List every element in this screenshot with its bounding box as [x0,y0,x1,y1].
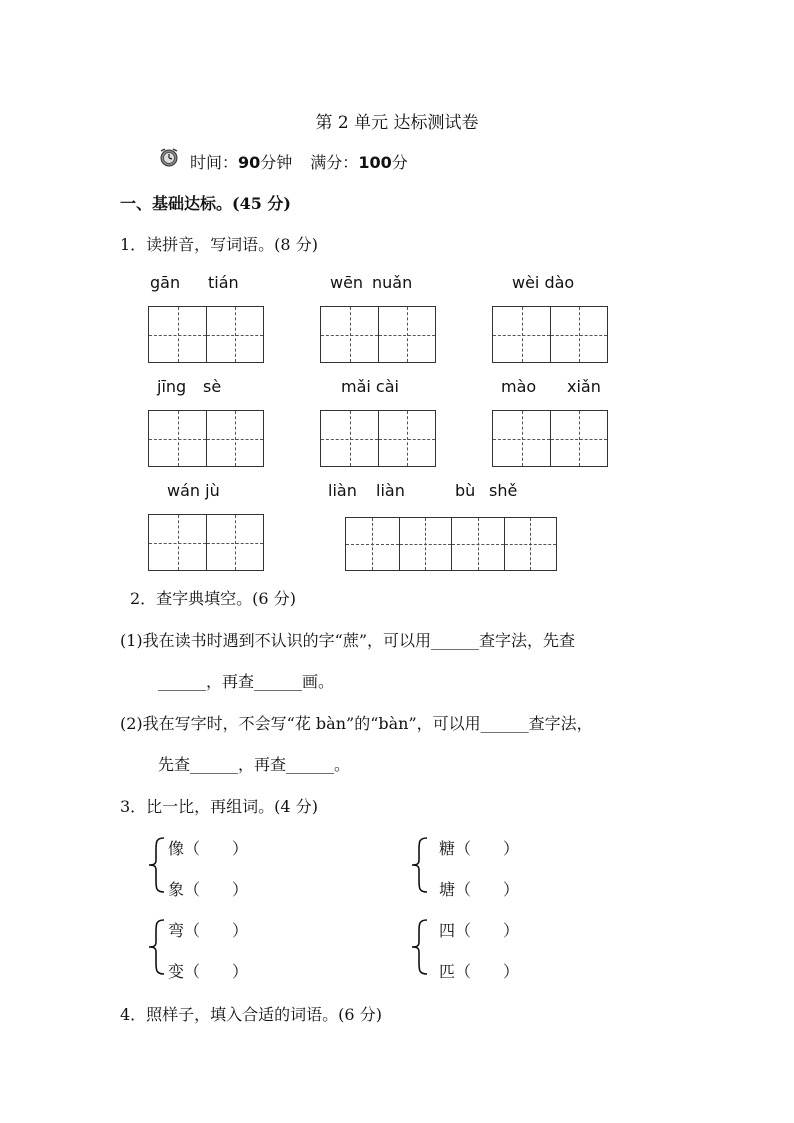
writing-grid[interactable] [148,514,264,571]
score-label: 满分： [310,153,359,172]
pinyin: tián [208,273,239,292]
clock-icon [158,148,180,168]
word-pair-item: 糖（ ） [439,839,520,858]
pinyin: nuǎn [372,273,413,292]
word-pair-item: 变（ ） [168,962,249,981]
time-unit: 分钟 [260,153,293,172]
brace-icon [146,918,166,976]
exam-info [190,150,408,173]
pinyin: bù [455,481,476,500]
score-value: 100 [358,153,392,172]
question-4-prompt: 4．照样子，填入合适的词语。(6 分) [120,1005,382,1024]
pinyin: wán jù [167,481,220,500]
question-1-prompt: 1．读拼音，写词语。(8 分) [120,235,318,254]
pinyin: wèi dào [512,273,575,292]
writing-grid[interactable] [320,306,436,363]
word-pair-item: 四（ ） [439,921,520,940]
writing-grid[interactable] [345,517,557,571]
pinyin: sè [203,377,222,396]
writing-grid[interactable] [492,410,608,467]
brace-icon [409,918,429,976]
pinyin: wēn [330,273,364,292]
writing-grid[interactable] [148,306,264,363]
word-pair-item: 塘（ ） [439,880,520,899]
time-value: 90 [238,153,261,172]
pinyin: mǎi cài [341,377,399,396]
pinyin: xiǎn [567,377,601,396]
pinyin: liàn [376,481,405,500]
writing-grid[interactable] [320,410,436,467]
time-label: 时间： [190,153,239,172]
score-unit: 分 [391,153,408,172]
word-pair-item: 弯（ ） [168,921,249,940]
question-2-prompt: 2．查字典填空。(6 分) [130,589,296,608]
page-title: 第 2 单元 达标测试卷 [315,113,479,133]
pinyin: gān [150,273,181,292]
q2-line: ______，再查______画。 [158,672,335,691]
q2-line: (1)我在读书时遇到不认识的字“蔗”，可以用______查字法，先查 [120,631,576,650]
q2-line: 先查______，再查______。 [158,755,351,774]
question-3-prompt: 3．比一比，再组词。(4 分) [120,797,318,816]
pinyin: shě [489,481,518,500]
pinyin: jīng [157,377,187,396]
q2-line: (2)我在写字时，不会写“花 bàn”的“bàn”，可以用______查字法， [120,714,593,733]
word-pair-item: 象（ ） [168,880,249,899]
word-pair-item: 匹（ ） [439,962,520,981]
brace-icon [409,836,429,894]
pinyin: mào [501,377,537,396]
writing-grid[interactable] [148,410,264,467]
pinyin: liàn [328,481,357,500]
section-heading: 一、基础达标。(45 分) [120,194,291,213]
brace-icon [146,836,166,894]
writing-grid[interactable] [492,306,608,363]
word-pair-item: 像（ ） [168,839,249,858]
